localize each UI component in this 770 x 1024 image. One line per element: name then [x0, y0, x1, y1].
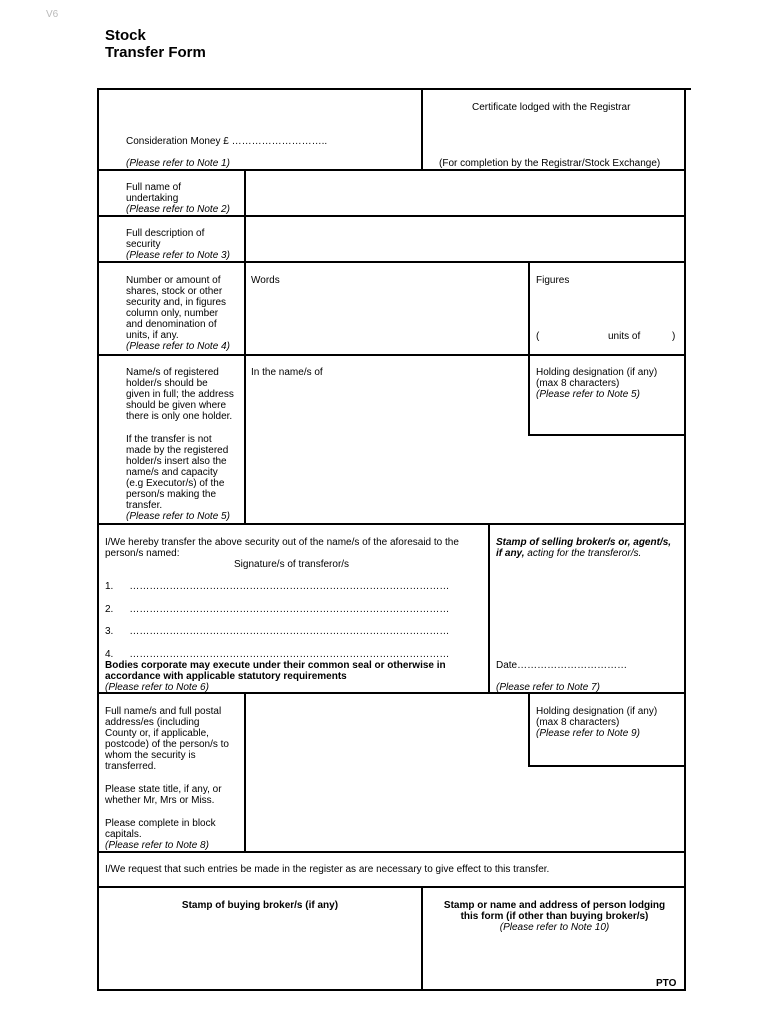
version-label: V6 [46, 9, 59, 20]
units-open-paren: ( [536, 331, 540, 342]
block-capitals-instruction: Please complete in block capitals. (Please refer to Note 8) [105, 818, 216, 851]
holding-designation-1: Holding designation (if any) (max 8 characters) (Please refer to Note 5) [536, 367, 658, 400]
note-1: (Please refer to Note 1) [126, 158, 230, 169]
transfer-declaration: I/We hereby transfer the above security out of the name/s of the aforesaid to the person/s named: [105, 537, 459, 559]
signature-line-1[interactable]: 1. …………………………………………………………………………………… [105, 581, 450, 592]
units-of-label: units of [608, 331, 641, 342]
transfer-not-made-label: If the transfer is not made by the registered holder/s insert also the name/s and capacity (e.g Executor/s) of the person/s making the transfer. (Please refer to Note 5) [126, 434, 230, 522]
buying-broker-stamp-area[interactable] [99, 915, 419, 987]
units-close-paren: ) [672, 331, 676, 342]
registered-holder-label: Name/s of registered holder/s should be given in full; the address should be given where there is only one holder. [126, 367, 234, 422]
buying-broker-stamp-label: Stamp of buying broker/s (if any) [181, 900, 339, 911]
undertaking-label: Full name of undertaking (Please refer to Note 2) [126, 182, 230, 215]
selling-broker-stamp-area[interactable] [490, 562, 684, 654]
note-6: (Please refer to Note 6) [105, 682, 209, 693]
certificate-lodged-label: Certificate lodged with the Registrar [472, 102, 631, 113]
register-request: I/We request that such entries be made in the register as are necessary to give effect to this transfer. [105, 864, 550, 875]
signatures-title: Signature/s of transferor/s [234, 559, 350, 570]
transferee-label: Full name/s and full postal address/es (including County or, if applicable, postcode) of the person/s to whom the security is transferred. [105, 706, 229, 772]
pto-label: PTO [656, 978, 677, 989]
security-input[interactable] [246, 217, 684, 261]
words-input[interactable] [246, 290, 526, 352]
note-7: (Please refer to Note 7) [496, 682, 600, 693]
lodging-stamp-area[interactable] [425, 936, 682, 974]
figures-label: Figures [536, 275, 570, 286]
form-title: Stock Transfer Form [105, 27, 206, 61]
in-the-names-of-label: In the name/s of [251, 367, 323, 378]
holding-designation-2: Holding designation (if any) (max 8 characters) (Please refer to Note 9) [536, 706, 658, 739]
signature-line-4[interactable]: 4. …………………………………………………………………………………… [105, 649, 450, 660]
selling-broker-stamp-label: Stamp of selling broker/s or, agent/s, if any, acting for the transferor/s. [496, 537, 672, 559]
registered-holder-input[interactable] [246, 382, 526, 522]
transferee-input[interactable] [246, 694, 526, 850]
signature-line-2[interactable]: 2. …………………………………………………………………………………… [105, 604, 450, 615]
date-field[interactable]: Date…………………………… [496, 660, 628, 671]
undertaking-input[interactable] [246, 171, 684, 215]
signature-line-3[interactable]: 3. …………………………………………………………………………………… [105, 626, 450, 637]
words-label: Words [251, 275, 280, 286]
registrar-completion-note: (For completion by the Registrar/Stock Exchange) [439, 158, 661, 169]
lodging-stamp-label: Stamp or name and address of person lodging this form (if other than buying broker/s) (Please refer to Note 10) [443, 900, 666, 933]
consideration-money-field[interactable]: Consideration Money £ ……………………….. [126, 136, 328, 147]
shares-label: Number or amount of shares, stock or other security and, in figures column only, number and denomination of units, if any. (Please refer to Note 4) [126, 275, 230, 352]
title-instruction: Please state title, if any, or whether Mr, Mrs or Miss. [105, 784, 222, 806]
bodies-corporate-note: Bodies corporate may execute under their common seal or otherwise in accordance with applicable statutory requirements [105, 660, 446, 682]
security-label: Full description of security (Please refer to Note 3) [126, 228, 230, 261]
figures-input[interactable] [545, 330, 603, 342]
